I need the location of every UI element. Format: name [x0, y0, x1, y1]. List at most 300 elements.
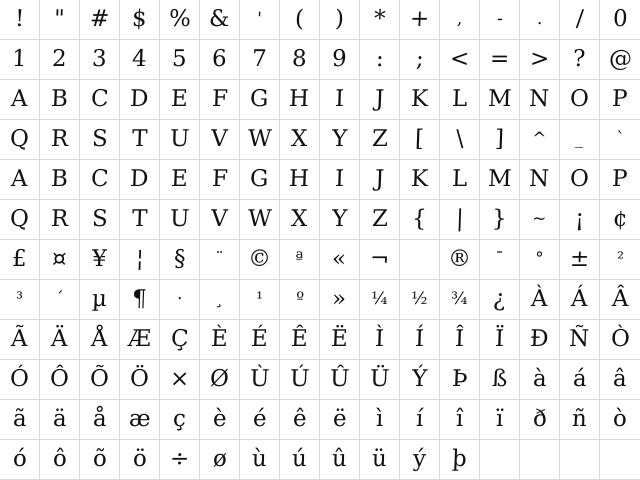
glyph-cell-latin-capital-c-cedilla[interactable]: [160, 320, 200, 360]
glyph-cell-question-mark[interactable]: [560, 40, 600, 80]
glyph-cell-digit-two[interactable]: [40, 40, 80, 80]
glyph-cell-latin-small-v[interactable]: [200, 200, 240, 240]
glyph-cell-latin-small-b[interactable]: [40, 160, 80, 200]
glyph-cell-currency-sign[interactable]: [40, 240, 80, 280]
glyph-cell-latin-capital-l[interactable]: [440, 80, 480, 120]
glyph-cell-latin-capital-a[interactable]: [0, 80, 40, 120]
glyph-cell-right-double-angle-quotation-mark[interactable]: [320, 280, 360, 320]
right-curly-bracket-glyph: }: [491, 206, 508, 232]
right-parenthesis-glyph: ): [334, 6, 345, 32]
latin-small-a-tilde-glyph: ã: [12, 406, 27, 432]
glyph-cell-latin-small-o-grave[interactable]: [600, 400, 640, 440]
digit-two-glyph: 2: [51, 46, 68, 72]
glyph-cell-section-sign[interactable]: [160, 240, 200, 280]
glyph-cell-exclamation-mark[interactable]: [0, 0, 40, 40]
glyph-cell-latin-capital-o[interactable]: [560, 80, 600, 120]
macron-glyph: ¯: [494, 249, 505, 269]
glyph-cell-latin-capital-i[interactable]: [320, 80, 360, 120]
glyph-cell-latin-capital-d[interactable]: [120, 80, 160, 120]
glyph-cell-latin-capital-j[interactable]: [360, 80, 400, 120]
inverted-question-mark-glyph: ¿: [492, 286, 507, 312]
glyph-cell-latin-capital-i-circumflex[interactable]: [440, 320, 480, 360]
glyph-cell-latin-capital-s[interactable]: [80, 120, 120, 160]
glyph-cell-latin-capital-p[interactable]: [600, 80, 640, 120]
glyph-cell-reverse-solidus[interactable]: [440, 120, 480, 160]
glyph-cell-digit-nine[interactable]: [320, 40, 360, 80]
glyph-cell-latin-small-h[interactable]: [280, 160, 320, 200]
latin-small-o-stroke-glyph: ø: [212, 446, 227, 472]
latin-small-sharp-s-glyph: ß: [491, 366, 508, 392]
glyph-cell-vertical-line[interactable]: [440, 200, 480, 240]
glyph-cell-registered-sign[interactable]: [440, 240, 480, 280]
masculine-ordinal-indicator-glyph: º: [295, 289, 304, 309]
glyph-cell-latin-capital-o-grave[interactable]: [600, 320, 640, 360]
glyph-cell-latin-capital-n[interactable]: [520, 80, 560, 120]
glyph-cell-dollar-sign[interactable]: [120, 0, 160, 40]
glyph-cell-latin-capital-u-diaeresis[interactable]: [360, 360, 400, 400]
glyph-cell-right-parenthesis[interactable]: [320, 0, 360, 40]
latin-small-i-acute-glyph: í: [415, 406, 424, 432]
glyph-cell-latin-small-thorn[interactable]: [440, 440, 480, 480]
glyph-cell-semicolon[interactable]: [400, 40, 440, 80]
glyph-cell-latin-capital-ae[interactable]: [120, 320, 160, 360]
glyph-cell-latin-small-eth[interactable]: [520, 400, 560, 440]
glyph-cell-latin-small-i[interactable]: [320, 160, 360, 200]
latin-small-i-circumflex-glyph: î: [455, 406, 464, 432]
latin-capital-e-diaeresis-glyph: Ë: [330, 326, 349, 352]
glyph-cell-tilde[interactable]: [520, 200, 560, 240]
degree-sign-glyph: °: [534, 249, 545, 269]
equals-sign-glyph: =: [489, 46, 510, 72]
right-double-angle-quotation-mark-glyph: »: [332, 286, 348, 312]
glyph-cell-latin-small-n-tilde[interactable]: [560, 400, 600, 440]
glyph-cell-latin-small-u-diaeresis[interactable]: [360, 440, 400, 480]
glyph-cell-low-line[interactable]: [560, 120, 600, 160]
latin-capital-z-glyph: Z: [371, 126, 388, 152]
latin-capital-e-grave-glyph: È: [210, 326, 229, 352]
glyph-cell-left-square-bracket[interactable]: [400, 120, 440, 160]
glyph-cell-latin-capital-eth[interactable]: [520, 320, 560, 360]
glyph-cell-latin-capital-v[interactable]: [200, 120, 240, 160]
glyph-cell-latin-capital-z[interactable]: [360, 120, 400, 160]
pilcrow-sign-glyph: ¶: [131, 286, 148, 312]
glyph-cell-latin-small-u[interactable]: [160, 200, 200, 240]
question-mark-glyph: ?: [572, 46, 587, 72]
glyph-cell-latin-capital-a-grave[interactable]: [520, 280, 560, 320]
glyph-cell-solidus[interactable]: [560, 0, 600, 40]
glyph-cell-latin-small-a-ring-above[interactable]: [80, 400, 120, 440]
glyph-cell-left-curly-bracket[interactable]: [400, 200, 440, 240]
glyph-cell-latin-small-o-diaeresis[interactable]: [120, 440, 160, 480]
glyph-cell-latin-capital-e-acute[interactable]: [240, 320, 280, 360]
glyph-cell-latin-capital-h[interactable]: [280, 80, 320, 120]
latin-capital-q-glyph: Q: [9, 126, 30, 152]
glyph-cell-latin-small-i-grave[interactable]: [360, 400, 400, 440]
glyph-cell-latin-small-e-acute[interactable]: [240, 400, 280, 440]
latin-small-h-glyph: H: [289, 166, 311, 192]
latin-small-a-glyph: A: [10, 166, 29, 192]
glyph-cell-broken-bar[interactable]: [120, 240, 160, 280]
latin-small-u-circumflex-glyph: û: [331, 446, 348, 472]
glyph-cell-latin-capital-e[interactable]: [160, 80, 200, 120]
glyph-cell-hyphen[interactable]: [480, 0, 520, 40]
glyph-cell-pilcrow-sign[interactable]: [120, 280, 160, 320]
glyph-cell-latin-capital-y[interactable]: [320, 120, 360, 160]
glyph-cell-latin-small-a-diaeresis[interactable]: [40, 400, 80, 440]
superscript-one-glyph: ¹: [255, 289, 264, 309]
glyph-cell-diaeresis[interactable]: [200, 240, 240, 280]
glyph-cell-less-than-sign[interactable]: [440, 40, 480, 80]
glyph-cell-degree-sign[interactable]: [520, 240, 560, 280]
digit-eight-glyph: 8: [291, 46, 308, 72]
glyph-cell-latin-small-o[interactable]: [560, 160, 600, 200]
glyph-cell-latin-capital-o-circumflex[interactable]: [40, 360, 80, 400]
glyph-cell-latin-capital-g[interactable]: [240, 80, 280, 120]
glyph-cell-latin-small-a-grave[interactable]: [520, 360, 560, 400]
glyph-cell-latin-small-c[interactable]: [80, 160, 120, 200]
glyph-cell-latin-capital-x[interactable]: [280, 120, 320, 160]
glyph-cell-yen-sign[interactable]: [80, 240, 120, 280]
glyph-cell-digit-three[interactable]: [80, 40, 120, 80]
glyph-cell-latin-capital-c[interactable]: [80, 80, 120, 120]
glyph-cell-latin-small-k[interactable]: [400, 160, 440, 200]
latin-small-d-glyph: D: [129, 166, 150, 192]
latin-small-i-glyph: I: [334, 166, 345, 192]
superscript-two-glyph: ²: [616, 249, 624, 269]
glyph-cell-latin-capital-i-diaeresis[interactable]: [480, 320, 520, 360]
latin-capital-l-glyph: L: [451, 86, 468, 112]
glyph-cell-number-sign[interactable]: [80, 0, 120, 40]
tilde-glyph: ~: [532, 209, 547, 229]
glyph-cell-macron[interactable]: [480, 240, 520, 280]
glyph-cell-left-parenthesis[interactable]: [280, 0, 320, 40]
digit-five-glyph: 5: [171, 46, 188, 72]
latin-capital-a-glyph: A: [10, 86, 29, 112]
glyph-cell-superscript-three[interactable]: [0, 280, 40, 320]
asterisk-glyph: *: [373, 6, 386, 32]
latin-capital-o-diaeresis-glyph: Ö: [129, 366, 150, 392]
glyph-cell-inverted-question-mark[interactable]: [480, 280, 520, 320]
not-sign-glyph: ¬: [369, 246, 390, 272]
glyph-cell-greater-than-sign[interactable]: [520, 40, 560, 80]
division-sign-glyph: ÷: [169, 446, 190, 472]
glyph-cell-latin-small-x[interactable]: [280, 200, 320, 240]
glyph-cell-empty-cell[interactable]: [600, 440, 640, 480]
latin-capital-g-glyph: G: [249, 86, 270, 112]
glyph-cell-latin-capital-o-stroke[interactable]: [200, 360, 240, 400]
glyph-cell-latin-capital-o-acute[interactable]: [0, 360, 40, 400]
glyph-cell-latin-capital-k[interactable]: [400, 80, 440, 120]
glyph-cell-empty-cell[interactable]: [560, 440, 600, 480]
left-parenthesis-glyph: (: [294, 6, 305, 32]
glyph-cell-digit-zero[interactable]: [600, 0, 640, 40]
latin-small-c-cedilla-glyph: ç: [172, 406, 187, 432]
glyph-cell-left-double-angle-quotation-mark[interactable]: [320, 240, 360, 280]
dollar-sign-glyph: $: [131, 6, 148, 32]
glyph-cell-digit-four[interactable]: [120, 40, 160, 80]
glyph-cell-micro-sign[interactable]: [80, 280, 120, 320]
glyph-cell-latin-capital-i-grave[interactable]: [360, 320, 400, 360]
latin-small-x-glyph: X: [290, 206, 309, 232]
glyph-cell-latin-capital-u-grave[interactable]: [240, 360, 280, 400]
right-square-bracket-glyph: ]: [494, 126, 505, 152]
glyph-cell-latin-small-i-acute[interactable]: [400, 400, 440, 440]
latin-capital-eth-glyph: Ð: [529, 326, 550, 352]
less-than-sign-glyph: <: [449, 46, 470, 72]
latin-capital-r-glyph: R: [50, 126, 69, 152]
glyph-cell-latin-capital-f[interactable]: [200, 80, 240, 120]
glyph-cell-latin-small-a-tilde[interactable]: [0, 400, 40, 440]
plus-minus-sign-glyph: ±: [569, 246, 590, 272]
latin-small-a-diaeresis-glyph: ä: [52, 406, 67, 432]
glyph-cell-latin-small-o-tilde[interactable]: [80, 440, 120, 480]
glyph-cell-vulgar-fraction-one-half[interactable]: [400, 280, 440, 320]
glyph-cell-superscript-two[interactable]: [600, 240, 640, 280]
latin-capital-e-glyph: E: [170, 86, 189, 112]
glyph-cell-digit-eight[interactable]: [280, 40, 320, 80]
glyph-cell-latin-small-d[interactable]: [120, 160, 160, 200]
glyph-cell-latin-capital-e-grave[interactable]: [200, 320, 240, 360]
glyph-cell-latin-capital-u-acute[interactable]: [280, 360, 320, 400]
glyph-cell-vulgar-fraction-one-quarter[interactable]: [360, 280, 400, 320]
latin-small-u-acute-glyph: ú: [291, 446, 308, 472]
glyph-cell-apostrophe[interactable]: [240, 0, 280, 40]
glyph-cell-middle-dot[interactable]: [160, 280, 200, 320]
glyph-cell-latin-small-s[interactable]: [80, 200, 120, 240]
latin-capital-p-glyph: P: [611, 86, 629, 112]
glyph-cell-latin-capital-b[interactable]: [40, 80, 80, 120]
currency-sign-glyph: ¤: [51, 246, 68, 272]
latin-capital-e-acute-glyph: É: [250, 326, 269, 352]
vulgar-fraction-one-quarter-glyph: ¼: [370, 289, 389, 309]
glyph-cell-colon[interactable]: [360, 40, 400, 80]
latin-small-c-glyph: C: [90, 166, 109, 192]
cent-sign-glyph: ¢: [612, 206, 628, 232]
latin-small-s-glyph: S: [91, 206, 108, 232]
glyph-cell-latin-small-w[interactable]: [240, 200, 280, 240]
glyph-cell-latin-capital-n-tilde[interactable]: [560, 320, 600, 360]
latin-small-i-grave-glyph: ì: [375, 406, 384, 432]
left-double-angle-quotation-mark-glyph: «: [332, 246, 348, 272]
latin-small-z-glyph: Z: [371, 206, 388, 232]
latin-capital-w-glyph: W: [247, 126, 272, 152]
glyph-cell-latin-small-a-circumflex[interactable]: [600, 360, 640, 400]
glyph-cell-ampersand[interactable]: [200, 0, 240, 40]
glyph-cell-asterisk[interactable]: [360, 0, 400, 40]
glyph-cell-digit-six[interactable]: [200, 40, 240, 80]
soft-hyphen-glyph: [419, 249, 420, 269]
latin-capital-a-acute-glyph: Á: [570, 286, 589, 312]
glyph-cell-full-stop[interactable]: [520, 0, 560, 40]
glyph-cell-soft-hyphen[interactable]: [400, 240, 440, 280]
glyph-cell-vulgar-fraction-three-quarters[interactable]: [440, 280, 480, 320]
glyph-cell-percent-sign[interactable]: [160, 0, 200, 40]
glyph-cell-latin-small-i-circumflex[interactable]: [440, 400, 480, 440]
digit-nine-glyph: 9: [331, 46, 348, 72]
latin-small-y-acute-glyph: ý: [412, 446, 427, 472]
colon-glyph: :: [375, 46, 384, 72]
digit-four-glyph: 4: [131, 46, 148, 72]
latin-capital-x-glyph: X: [290, 126, 309, 152]
latin-capital-o-acute-glyph: Ó: [9, 366, 30, 392]
glyph-cell-digit-five[interactable]: [160, 40, 200, 80]
glyph-cell-division-sign[interactable]: [160, 440, 200, 480]
glyph-cell-latin-capital-a-acute[interactable]: [560, 280, 600, 320]
glyph-cell-latin-small-n[interactable]: [520, 160, 560, 200]
vertical-line-glyph: |: [455, 206, 464, 232]
glyph-cell-pound-sign[interactable]: [0, 240, 40, 280]
latin-capital-n-glyph: N: [529, 86, 551, 112]
glyph-cell-latin-capital-q[interactable]: [0, 120, 40, 160]
latin-small-w-glyph: W: [247, 206, 272, 232]
section-sign-glyph: §: [173, 246, 186, 272]
glyph-cell-latin-small-r[interactable]: [40, 200, 80, 240]
latin-capital-u-grave-glyph: Ù: [249, 366, 270, 392]
glyph-cell-latin-small-sharp-s[interactable]: [480, 360, 520, 400]
latin-capital-s-glyph: S: [91, 126, 108, 152]
latin-small-a-ring-above-glyph: å: [92, 406, 107, 432]
glyph-cell-latin-capital-y-acute[interactable]: [400, 360, 440, 400]
glyph-cell-latin-capital-t[interactable]: [120, 120, 160, 160]
latin-capital-a-tilde-glyph: Ã: [10, 326, 29, 352]
glyph-cell-latin-capital-u[interactable]: [160, 120, 200, 160]
glyph-cell-latin-small-o-circumflex[interactable]: [40, 440, 80, 480]
latin-capital-c-glyph: C: [90, 86, 109, 112]
glyph-cell-latin-small-e-diaeresis[interactable]: [320, 400, 360, 440]
glyph-cell-acute-accent[interactable]: [40, 280, 80, 320]
glyph-cell-latin-small-j[interactable]: [360, 160, 400, 200]
glyph-cell-feminine-ordinal-indicator[interactable]: [280, 240, 320, 280]
glyph-cell-copyright-sign[interactable]: [240, 240, 280, 280]
glyph-cell-latin-capital-e-diaeresis[interactable]: [320, 320, 360, 360]
latin-capital-a-grave-glyph: À: [530, 286, 549, 312]
glyph-cell-inverted-exclamation-mark[interactable]: [560, 200, 600, 240]
glyph-cell-latin-capital-a-tilde[interactable]: [0, 320, 40, 360]
glyph-cell-empty-cell[interactable]: [520, 440, 560, 480]
latin-small-a-circumflex-glyph: â: [612, 366, 628, 392]
glyph-cell-latin-capital-m[interactable]: [480, 80, 520, 120]
digit-three-glyph: 3: [91, 46, 108, 72]
glyph-cell-latin-small-c-cedilla[interactable]: [160, 400, 200, 440]
latin-capital-u-glyph: U: [169, 126, 190, 152]
glyph-cell-latin-small-ae[interactable]: [120, 400, 160, 440]
glyph-cell-latin-small-f[interactable]: [200, 160, 240, 200]
latin-capital-u-acute-glyph: Ú: [289, 366, 310, 392]
digit-zero-glyph: 0: [612, 6, 628, 32]
glyph-cell-latin-small-l[interactable]: [440, 160, 480, 200]
glyph-cell-circumflex-accent[interactable]: [520, 120, 560, 160]
glyph-cell-latin-small-i-diaeresis[interactable]: [480, 400, 520, 440]
commercial-at-glyph: @: [608, 46, 632, 72]
glyph-cell-latin-small-t[interactable]: [120, 200, 160, 240]
glyph-cell-latin-small-y-acute[interactable]: [400, 440, 440, 480]
glyph-cell-equals-sign[interactable]: [480, 40, 520, 80]
glyph-cell-multiplication-sign[interactable]: [160, 360, 200, 400]
glyph-cell-latin-capital-thorn[interactable]: [440, 360, 480, 400]
glyph-cell-quotation-mark[interactable]: [40, 0, 80, 40]
glyph-cell-right-curly-bracket[interactable]: [480, 200, 520, 240]
latin-capital-y-glyph: Y: [331, 126, 348, 152]
glyph-cell-digit-seven[interactable]: [240, 40, 280, 80]
glyph-cell-cent-sign[interactable]: [600, 200, 640, 240]
latin-small-p-glyph: P: [611, 166, 629, 192]
glyph-cell-latin-small-g[interactable]: [240, 160, 280, 200]
glyph-cell-latin-capital-a-circumflex[interactable]: [600, 280, 640, 320]
latin-small-o-glyph: O: [569, 166, 590, 192]
glyph-cell-latin-capital-a-ring-above[interactable]: [80, 320, 120, 360]
glyph-cell-latin-capital-o-diaeresis[interactable]: [120, 360, 160, 400]
glyph-cell-latin-small-o-acute[interactable]: [0, 440, 40, 480]
glyph-cell-latin-small-a[interactable]: [0, 160, 40, 200]
latin-small-v-glyph: V: [210, 206, 229, 232]
latin-capital-a-circumflex-glyph: Â: [611, 286, 629, 312]
feminine-ordinal-indicator-glyph: ª: [295, 249, 304, 269]
latin-small-t-glyph: T: [131, 206, 148, 232]
glyph-cell-plus-sign[interactable]: [400, 0, 440, 40]
latin-small-n-tilde-glyph: ñ: [571, 406, 588, 432]
glyph-cell-commercial-at[interactable]: [600, 40, 640, 80]
glyph-cell-latin-small-e[interactable]: [160, 160, 200, 200]
glyph-cell-superscript-one[interactable]: [240, 280, 280, 320]
glyph-cell-latin-capital-o-tilde[interactable]: [80, 360, 120, 400]
latin-capital-o-tilde-glyph: Õ: [89, 366, 110, 392]
glyph-cell-latin-capital-w[interactable]: [240, 120, 280, 160]
glyph-cell-right-square-bracket[interactable]: [480, 120, 520, 160]
glyph-cell-latin-small-o-stroke[interactable]: [200, 440, 240, 480]
glyph-cell-plus-minus-sign[interactable]: [560, 240, 600, 280]
glyph-cell-latin-capital-u-circumflex[interactable]: [320, 360, 360, 400]
latin-capital-thorn-glyph: Þ: [451, 366, 468, 392]
micro-sign-glyph: µ: [91, 286, 108, 312]
cedilla-glyph: ¸: [214, 289, 225, 309]
glyph-cell-digit-one[interactable]: [0, 40, 40, 80]
glyph-cell-latin-small-u-circumflex[interactable]: [320, 440, 360, 480]
apostrophe-glyph: ': [256, 9, 263, 29]
glyph-cell-latin-small-a-acute[interactable]: [560, 360, 600, 400]
glyph-cell-latin-small-u-acute[interactable]: [280, 440, 320, 480]
glyph-cell-latin-capital-a-diaeresis[interactable]: [40, 320, 80, 360]
glyph-cell-latin-small-y[interactable]: [320, 200, 360, 240]
latin-small-e-diaeresis-glyph: ë: [332, 406, 347, 432]
glyph-cell-latin-small-e-grave[interactable]: [200, 400, 240, 440]
glyph-cell-latin-small-m[interactable]: [480, 160, 520, 200]
latin-small-e-circumflex-glyph: ê: [292, 406, 307, 432]
glyph-cell-latin-capital-i-acute[interactable]: [400, 320, 440, 360]
glyph-cell-latin-small-p[interactable]: [600, 160, 640, 200]
latin-small-a-acute-glyph: á: [572, 366, 587, 392]
glyph-cell-cedilla[interactable]: [200, 280, 240, 320]
comma-glyph: ,: [456, 9, 463, 29]
latin-capital-o-circumflex-glyph: Ô: [49, 366, 70, 392]
glyph-cell-latin-small-u-grave[interactable]: [240, 440, 280, 480]
quotation-mark-glyph: ": [53, 6, 66, 32]
glyph-cell-latin-small-q[interactable]: [0, 200, 40, 240]
glyph-cell-grave-accent[interactable]: [600, 120, 640, 160]
middle-dot-glyph: ·: [176, 289, 183, 309]
glyph-cell-latin-capital-e-circumflex[interactable]: [280, 320, 320, 360]
glyph-cell-latin-capital-r[interactable]: [40, 120, 80, 160]
glyph-cell-comma[interactable]: [440, 0, 480, 40]
latin-capital-c-cedilla-glyph: Ç: [170, 326, 189, 352]
plus-sign-glyph: +: [409, 6, 430, 32]
glyph-cell-not-sign[interactable]: [360, 240, 400, 280]
glyph-cell-masculine-ordinal-indicator[interactable]: [280, 280, 320, 320]
glyph-cell-empty-cell[interactable]: [480, 440, 520, 480]
glyph-cell-latin-small-z[interactable]: [360, 200, 400, 240]
multiplication-sign-glyph: ×: [169, 366, 190, 392]
ampersand-glyph: &: [208, 6, 231, 32]
glyph-cell-latin-small-e-circumflex[interactable]: [280, 400, 320, 440]
